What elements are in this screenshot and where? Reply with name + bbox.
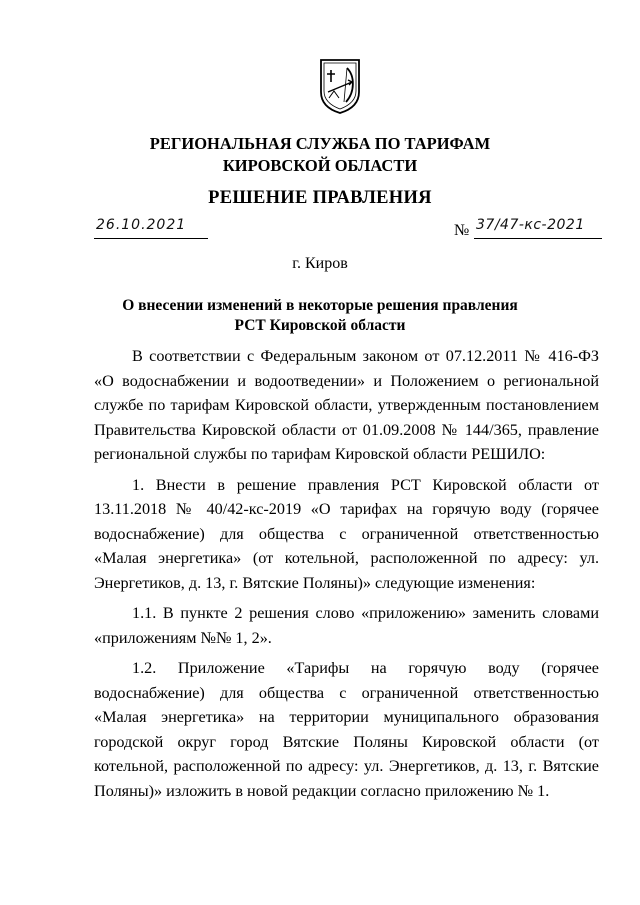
date-field xyxy=(94,217,208,239)
number-field xyxy=(474,217,602,239)
coat-of-arms-emblem xyxy=(318,58,362,114)
subject-line-1: О внесении изменений в некоторые решения правления xyxy=(122,297,518,314)
number-sign: № xyxy=(454,222,470,239)
city-label: г. Киров xyxy=(292,255,348,272)
paragraph-preamble: В соответствии с Федеральным законом от 07.12.2011 № 416-ФЗ «О водоснабжении и водоотведении» и Положением о региональной службе по тарифам Кировской области, утвержденным постановлением Правительства Кировской области от 01.09.2008 № 144/365, правление региональной службы по тарифам Кировской области РЕШИЛО: xyxy=(94,347,599,463)
paragraph-item-1-1: 1.1. В пункте 2 решения слово «приложению» заменить словами «приложениям №№ 1, 2». xyxy=(94,604,599,647)
document-subject xyxy=(0,296,640,336)
organization-line-2: КИРОВСКОЙ ОБЛАСТИ xyxy=(222,156,418,175)
paragraph-item-1: 1. Внести в решение правления РСТ Кировской области от 13.11.2018 № 40/42-кс-2019 «О тарифах на горячую воду (горячее водоснабжение) для общества с ограниченной ответственностью «Малая энергетика» (от котельной, расположенной по адресу: ул. Энергетиков, д. 13, г. Вятские Поляны)» следующие изменения: xyxy=(94,475,599,592)
organization-line-1: РЕГИОНАЛЬНАЯ СЛУЖБА ПО ТАРИФАМ xyxy=(149,134,491,153)
subject-line-2: РСТ Кировской области xyxy=(234,317,406,334)
document-body xyxy=(94,344,599,809)
handwritten-date: 26.10.2021 xyxy=(96,217,187,233)
document-title: РЕШЕНИЕ ПРАВЛЕНИЯ xyxy=(208,188,432,208)
paragraph-item-1-2: 1.2. Приложение «Тарифы на горячую воду (горячее водоснабжение) для общества с ограниченной ответственностью «Малая энергетика» на территории муниципального образования городской округ город Вятские Поляны Кировской области (от котельной, расположенной по адресу: ул. Энергетиков, д. 13, г. Вятские Поляны)» изложить в новой редакции согласно приложению № 1. xyxy=(94,659,599,800)
organization-name xyxy=(0,133,640,177)
handwritten-number: 37/47-кс-2021 xyxy=(476,217,585,233)
